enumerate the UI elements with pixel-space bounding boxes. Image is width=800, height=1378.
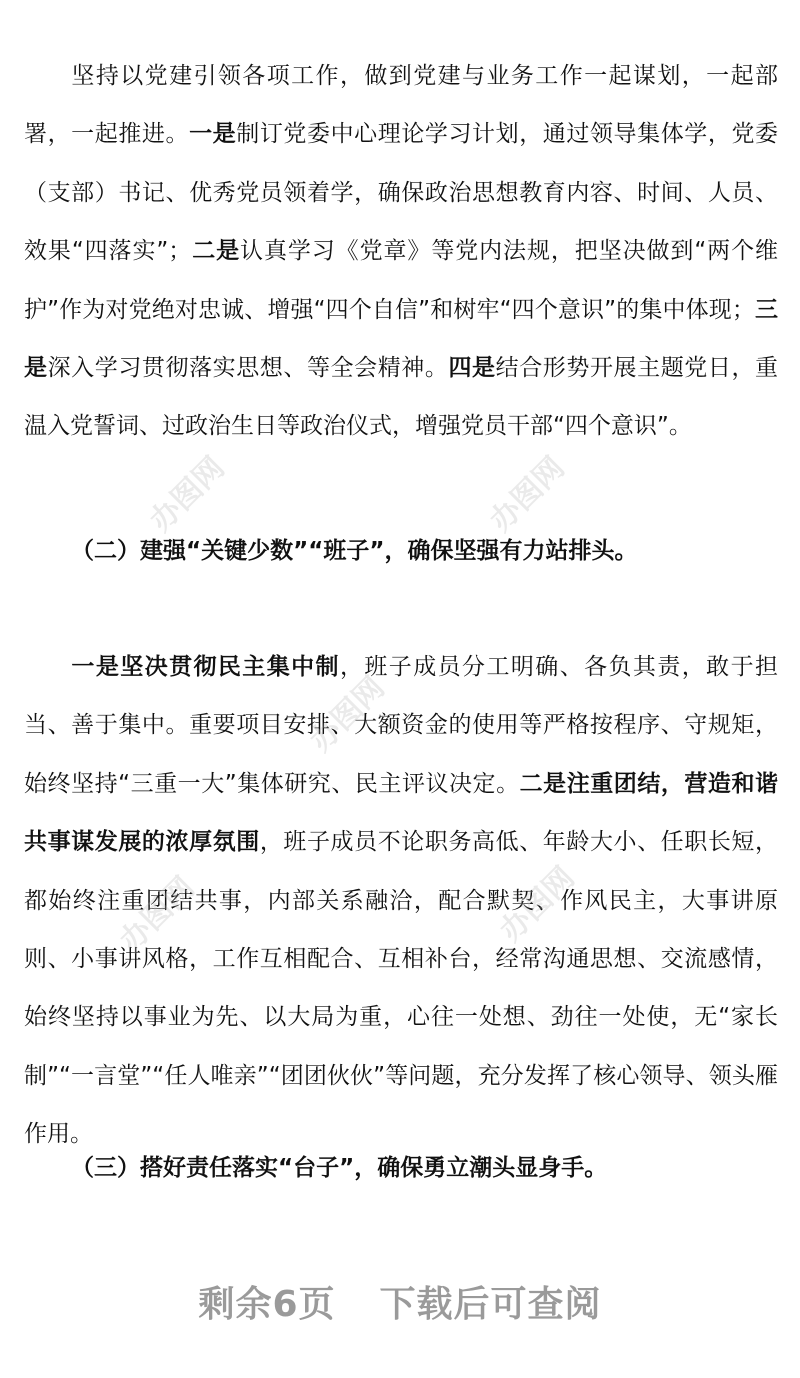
paragraph-text: 制订党委中心理论学习计划，通过领导集体学，党委（支部）书记、优秀党员领着学，确保政治思想教育内容、时间、人员、效果“四落实”； xyxy=(24,121,779,265)
download-notice[interactable] xyxy=(0,1276,800,1327)
watermark: 办图网 xyxy=(493,860,582,949)
paragraph-leadership-team xyxy=(24,638,778,1164)
paragraph-text: 认真学习《党章》等党内法规，把坚决做到“两个维护”作为对党绝对忠诚、增强“四个自信”和树牢“四个意识”的集中体现； xyxy=(24,238,778,323)
paragraph-party-building xyxy=(24,47,778,456)
bold-lead-unity: 二是注重团结，营造和谐共事谋发展的浓厚氛围 xyxy=(24,770,779,856)
watermark: 办图网 xyxy=(303,670,392,759)
bold-marker-first: 一是 xyxy=(189,121,237,148)
bold-marker-fourth: 四是 xyxy=(448,355,496,382)
section-heading-three: （三）搭好责任落实“台子”，确保勇立潮头显身手。 xyxy=(71,1155,608,1181)
watermark: 办图网 xyxy=(143,450,232,539)
paragraph-text: 深入学习贯彻落实思想、等全会精神。 xyxy=(47,355,449,382)
watermark: 办图网 xyxy=(483,450,572,539)
bold-lead-democratic-centralism: 一是坚决贯彻民主集中制 xyxy=(70,654,340,680)
paragraph-text: 结合形势开展主题党日，重温入党誓词、过政治生日等政治仪式，增强党员干部“四个意识”。 xyxy=(24,355,779,440)
watermark: 办图网 xyxy=(113,870,202,959)
paragraph-text: 坚持以党建引领各项工作，做到党建与业务工作一起谋划，一起部署，一起推进。 xyxy=(24,63,778,148)
download-prompt-text: 下载后可查阅 xyxy=(379,1284,602,1325)
paragraph-text: ，班子成员分工明确、各负其责，敢于担当、善于集中。重要项目安排、大额资金的使用等严格按程序、守规矩，始终坚持“三重一大”集体研究、民主评议决定。 xyxy=(24,654,779,797)
remaining-pages-text: 剩余6页 xyxy=(198,1284,336,1325)
paragraph-text: ，班子成员不论职务高低、年龄大小、任职长短，都始终注重团结共事，内部关系融洽，配合默契、作风民主，大事讲原则、小事讲风格，工作互相配合、互相补台，经常沟通思想、交流感情，始终坚持以事业为先、以大局为重，心往一处想、劲往一处使，无“家长制”“一言堂”“任人唯亲”“团团伙伙”等问题，充分发挥了核心领导、领头雁作用。 xyxy=(24,829,779,1148)
bold-marker-second: 二是 xyxy=(191,238,241,265)
bold-marker-third: 三是 xyxy=(24,296,779,382)
section-heading-two: （二）建强“关键少数”“班子”，确保坚强有力站排头。 xyxy=(71,538,638,564)
